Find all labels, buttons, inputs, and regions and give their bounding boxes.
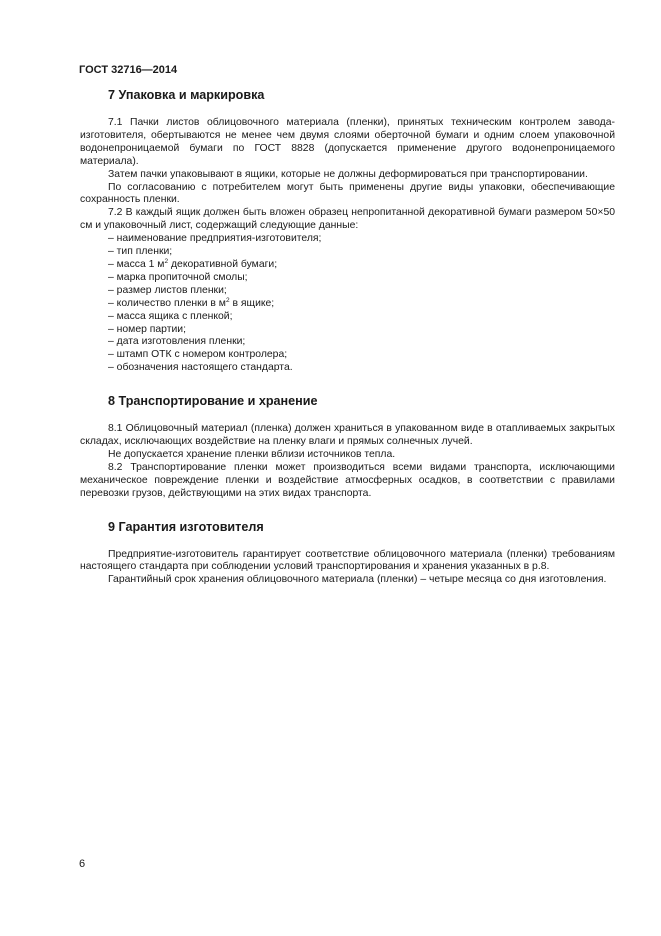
list-item: – обозначения настоящего стандарта. bbox=[108, 362, 293, 374]
superscript: 2 bbox=[164, 257, 169, 265]
paragraph: Предприятие-изготовитель гарантирует соответствие облицовочного материала (пленки) требованиям настоящего стандарта при соблюдении условий транспортирования и хранения указанных в р.8. bbox=[80, 548, 615, 573]
list-item-text: в ящике; bbox=[229, 297, 275, 309]
list-item-text: декоративной бумаги; bbox=[168, 258, 278, 270]
paragraph: Затем пачки упаковывают в ящики, которые не должны деформироваться при транспортировании. bbox=[108, 168, 588, 180]
list-item bbox=[108, 259, 615, 272]
list-item: – дата изготовления пленки; bbox=[108, 336, 246, 348]
section-heading: 9 Гарантия изготовителя bbox=[108, 519, 264, 534]
document-header: ГОСТ 32716—2014 bbox=[79, 64, 178, 76]
list-item: – масса ящика с пленкой; bbox=[108, 310, 233, 322]
packing-list bbox=[80, 233, 615, 375]
paragraph: Гарантийный срок хранения облицовочного материала (пленки) – четыре месяца со дня изготовления. bbox=[108, 574, 607, 586]
paragraph: 7.2 В каждый ящик должен быть вложен образец непропитанной декоративной бумаги размером 50×50 см и упаковочный лист, содержащий следующие данные: bbox=[80, 207, 615, 232]
list-item-text: – масса 1 м bbox=[108, 258, 165, 270]
paragraph: 7.1 Пачки листов облицовочного материала (пленки), принятых техническим контролем завода-изготовителя, обертываются не менее чем двумя слоями оберточной бумаги и одним слоем упаковочной водонепроницаемой бумаги по ГОСТ 8828 (допускается применение другого водонепроницаемого материала). bbox=[80, 117, 615, 167]
section-warranty bbox=[80, 520, 615, 588]
list-item-text: – количество пленки в м bbox=[108, 297, 226, 309]
document-body bbox=[80, 88, 615, 587]
superscript: 2 bbox=[225, 296, 230, 304]
list-item bbox=[108, 298, 615, 311]
page-number: 6 bbox=[79, 858, 86, 870]
list-item: – марка пропиточной смолы; bbox=[108, 271, 248, 283]
list-item: – наименование предприятия-изготовителя; bbox=[108, 233, 322, 245]
section-packaging bbox=[80, 88, 615, 375]
section-transport bbox=[80, 394, 615, 500]
list-item: – штамп ОТК с номером контролера; bbox=[108, 349, 288, 361]
paragraph: 8.1 Облицовочный материал (пленка) должен храниться в упакованном виде в отапливаемых закрытых складах, исключающих воздействие на пленку влаги и прямых солнечных лучей. bbox=[80, 423, 615, 448]
list-item: – тип пленки; bbox=[108, 246, 173, 258]
list-item: – размер листов пленки; bbox=[108, 284, 227, 296]
paragraph: 8.2 Транспортирование пленки может производиться всеми видами транспорта, исключающими механическое повреждение пленки и воздействие атмосферных осадков, в соответствии с правилами перевозки грузов, действующими на этих видах транспорта. bbox=[80, 461, 615, 499]
list-item: – номер партии; bbox=[108, 323, 186, 335]
paragraph: Не допускается хранение пленки вблизи источников тепла. bbox=[108, 448, 396, 460]
section-heading: 7 Упаковка и маркировка bbox=[108, 88, 265, 102]
paragraph: По согласованию с потребителем могут быть применены другие виды упаковки, обеспечивающие сохранность пленки. bbox=[80, 181, 615, 206]
section-heading: 8 Транспортирование и хранение bbox=[108, 394, 318, 409]
